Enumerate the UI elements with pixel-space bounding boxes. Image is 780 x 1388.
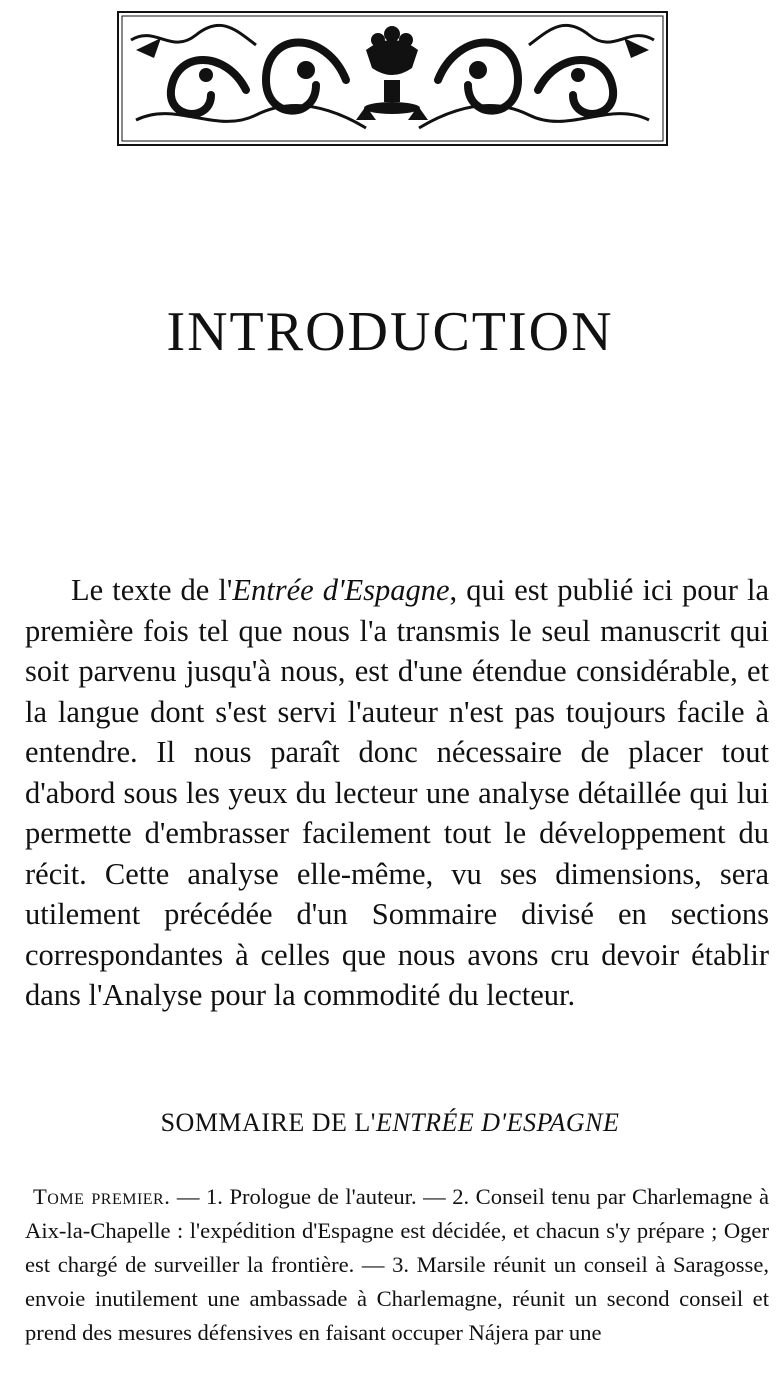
ornament-icon xyxy=(116,10,669,147)
intro-paragraph xyxy=(25,570,769,1016)
summary-text: — 1. Prologue de l'auteur. — 2. Conseil tenu par Charlemagne à Aix-la-Chapelle : l'expédition d'Espagne est décidée, et chacun s'y prépare ; Oger est chargé de surveiller la frontière. — 3. Marsile réunit un conseil à Saragosse, envoie inutilement une ambassade à Charlemagne, réunit un second conseil et prend des mesures défensives en faisant occuper Nájera par une xyxy=(25,1184,770,1345)
page-title: INTRODUCTION xyxy=(166,301,614,363)
summary-paragraph xyxy=(25,1180,769,1350)
intro-text-start: Le texte de l' xyxy=(71,573,233,607)
floral-headpiece-ornament xyxy=(116,10,669,147)
volume-label: Tome premier. xyxy=(33,1184,171,1209)
summary-heading-prefix: SOMMAIRE DE L' xyxy=(160,1108,376,1137)
work-title: Entrée d'Espagne xyxy=(232,573,450,607)
summary-heading-title: ENTRÉE D'ESPAGNE xyxy=(375,1108,620,1137)
summary-heading xyxy=(0,1108,780,1138)
intro-text-rest: , qui est publié ici pour la première fois tel que nous l'a transmis le seul manuscrit qui soit parvenu jusqu'à nous, est d'une étendue considérable, et la langue dont s'est servi l'auteur n'est pas toujours facile à entendre. Il nous paraît donc nécessaire de placer tout d'abord sous les yeux du lecteur une analyse détaillée qui lui permette d'embrasser facilement tout le développement du récit. Cette analyse elle-même, vu ses dimensions, sera utilement précédée d'un Sommaire divisé en sections correspondantes à celles que nous avons cru devoir établir dans l'Analyse pour la commodité du lecteur. xyxy=(25,573,770,1012)
